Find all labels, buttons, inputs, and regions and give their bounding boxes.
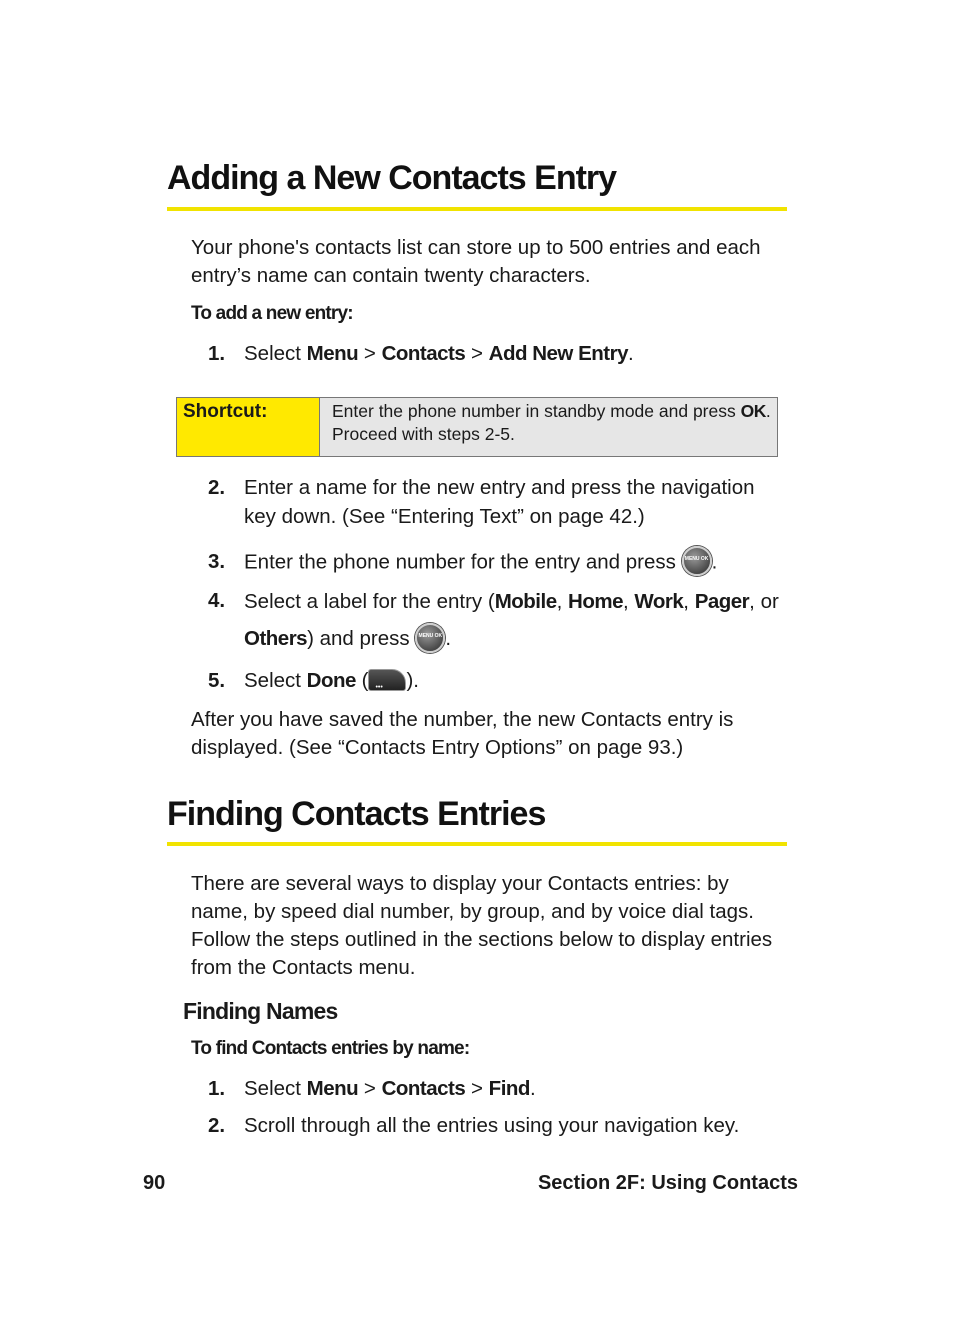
step-number: 5. <box>208 669 226 692</box>
shortcut-box <box>176 397 778 457</box>
finding-intro-paragraph: There are several ways to display your Contacts entries: by name, by speed dial number, by group, and by voice dial tags. Follow the steps outlined in the sections below to display entries from the Contacts menu. <box>191 872 773 979</box>
step-number: 1. <box>208 1077 226 1100</box>
step-text: Select Menu > Contacts > Add New Entry. <box>244 342 634 365</box>
menu-ok-key-icon: MENU OK <box>682 546 712 576</box>
page-number: 90 <box>143 1172 166 1194</box>
step-text: Select Done (••• ). <box>244 667 789 696</box>
section-heading-finding-entries: Finding Contacts Entries <box>167 795 546 833</box>
footer-section-title: Section 2F: Using Contacts <box>537 1172 798 1194</box>
procedure-title: To add a new entry: <box>191 303 353 324</box>
step-text: Select a label for the entry (Mobile, Home, Work, Pager, or Others) and press MENU OK . <box>244 583 789 657</box>
step-number: 2. <box>208 476 226 499</box>
shortcut-label: Shortcut: <box>183 401 268 422</box>
section-heading-adding-entry: Adding a New Contacts Entry <box>167 159 617 197</box>
after-paragraph: After you have saved the number, the new Contacts entry is displayed. (See “Contacts Entry Options” on page 93.) <box>191 708 734 759</box>
procedure-title: To find Contacts entries by name: <box>191 1038 470 1059</box>
step-number: 4. <box>208 589 226 612</box>
step-number: 2. <box>208 1114 226 1137</box>
step-text: Select Menu > Contacts > Find. <box>244 1077 536 1100</box>
step-number: 1. <box>208 342 226 365</box>
left-softkey-icon <box>368 669 406 691</box>
menu-ok-key-icon: MENU OK <box>415 623 445 653</box>
shortcut-label-cell <box>177 398 320 456</box>
subsection-heading-finding-names: Finding Names <box>183 998 338 1024</box>
step-number: 3. <box>208 550 226 573</box>
step-text: Scroll through all the entries using your navigation key. <box>244 1114 740 1137</box>
intro-paragraph: Your phone's contacts list can store up to 500 entries and each entry’s name can contain twenty characters. <box>191 236 761 287</box>
step-text: Enter a name for the new entry and press the navigation key down. (See “Entering Text” on page 42.) <box>244 476 755 528</box>
step-text: Enter the phone number for the entry and press MENU OK . <box>244 548 789 578</box>
heading-rule <box>167 207 787 211</box>
shortcut-text: Enter the phone number in standby mode and press OK. Proceed with steps 2-5. <box>320 398 777 456</box>
heading-rule <box>167 842 787 846</box>
